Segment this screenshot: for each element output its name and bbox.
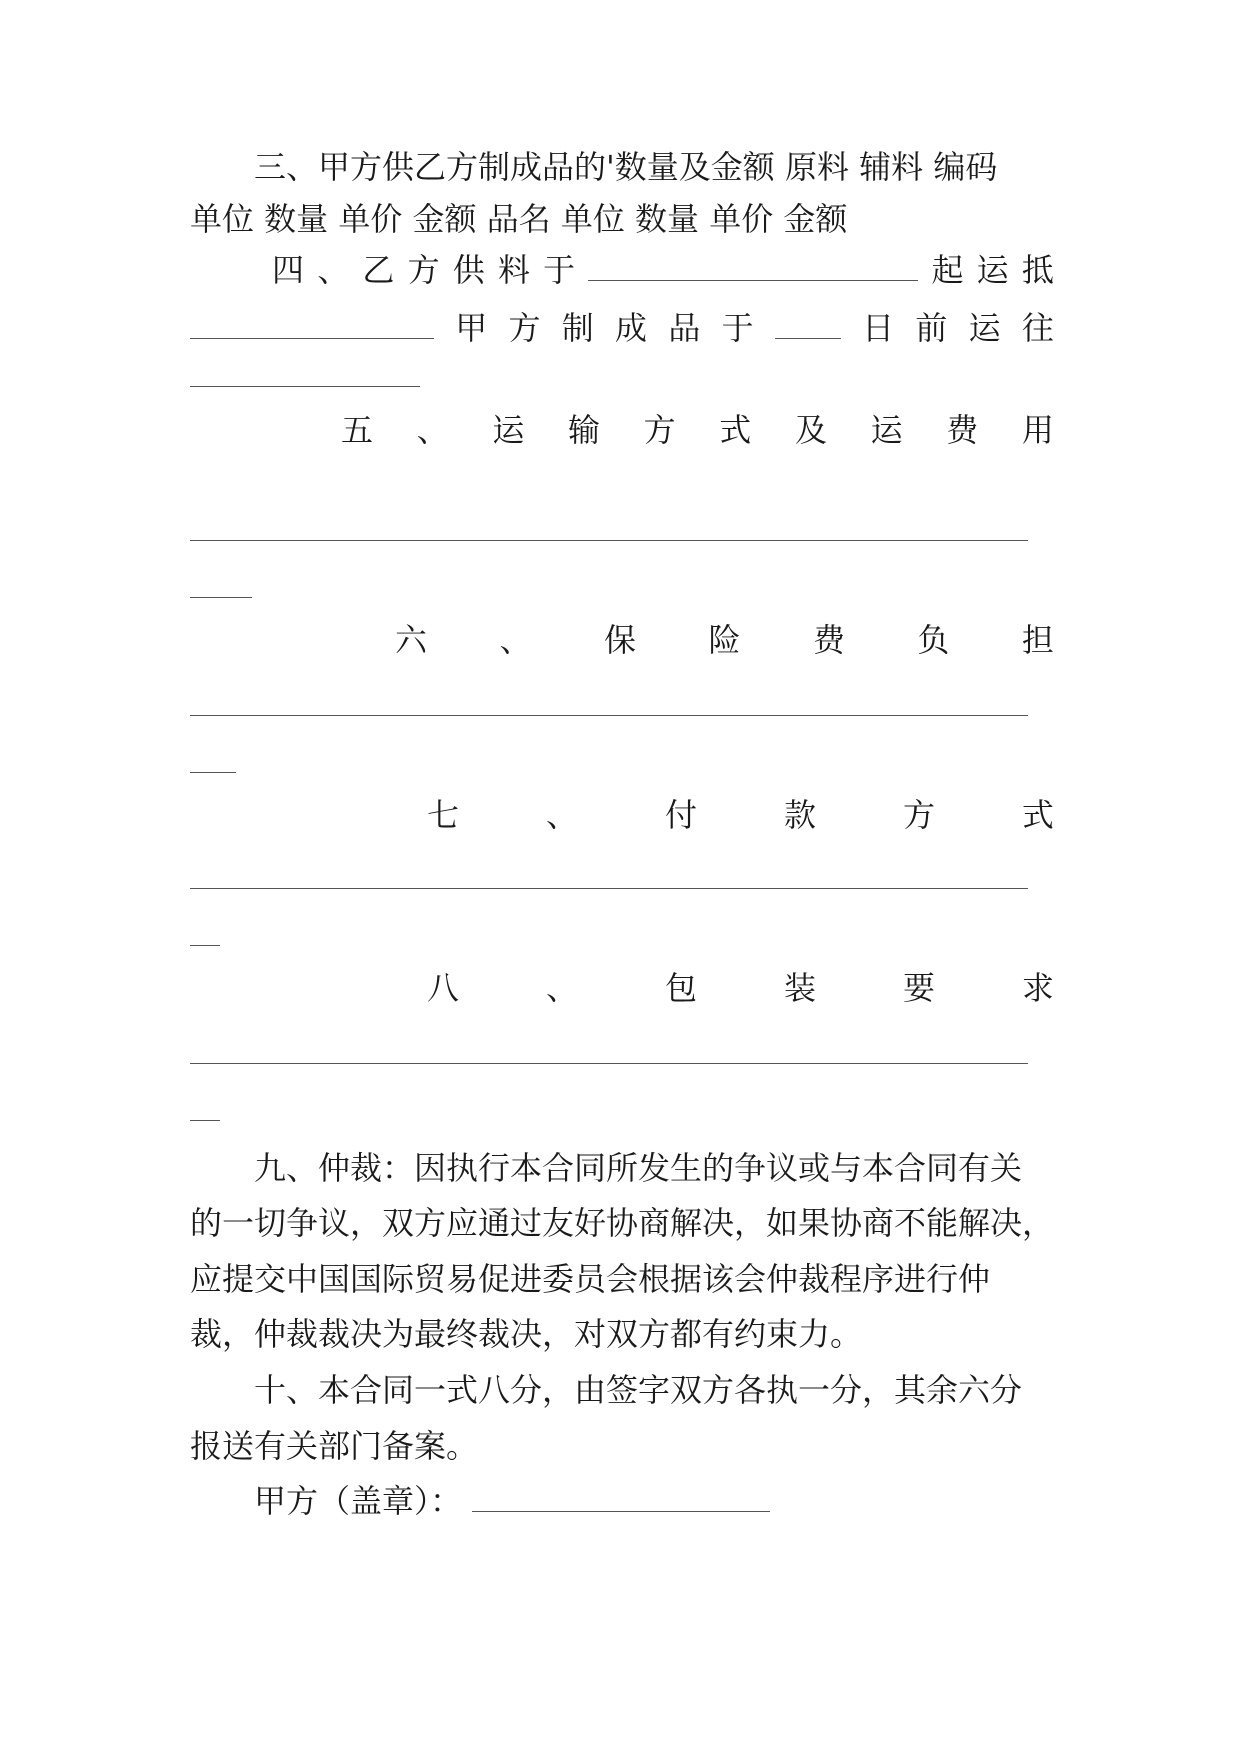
clause-8-char: 、 bbox=[545, 969, 578, 1007]
clause-5-char: 及 bbox=[794, 411, 827, 449]
transport-blank-line-1[interactable] bbox=[190, 540, 1028, 541]
clause-8-char: 要 bbox=[902, 969, 935, 1007]
clause-5-char: 用 bbox=[1021, 411, 1054, 449]
clause-6-char: 六 bbox=[395, 621, 428, 659]
clause-8-char: 装 bbox=[783, 969, 816, 1007]
clause-3-text-1: 三、甲方供乙方制成品的'数量及金额 原料 辅料 编码 bbox=[254, 148, 998, 186]
delivery-date-blank[interactable] bbox=[775, 308, 841, 339]
clause-5-heading bbox=[341, 410, 1054, 450]
clause-4-char: 抵 bbox=[1021, 251, 1054, 289]
clause-4-char: 方 bbox=[508, 309, 541, 347]
packing-blank-line-2[interactable] bbox=[190, 1120, 220, 1121]
clause-4-char: 四 bbox=[272, 251, 305, 289]
clause-5-char: 费 bbox=[946, 411, 979, 449]
clause-7-char: 式 bbox=[1021, 796, 1054, 834]
clause-6-char: 险 bbox=[708, 621, 741, 659]
clause-5-char: 方 bbox=[643, 411, 676, 449]
payment-blank-line-1[interactable] bbox=[190, 888, 1028, 889]
clause-5-char: 运 bbox=[870, 411, 903, 449]
clause-4-char: 料 bbox=[497, 251, 530, 289]
clause-6-char: 保 bbox=[603, 621, 636, 659]
clause-3-text-2: 单位 数量 单价 金额 品名 单位 数量 单价 金额 bbox=[190, 200, 848, 238]
clause-4-char: 于 bbox=[721, 309, 754, 347]
clause-5-char: 式 bbox=[719, 411, 752, 449]
clause-4-char: 供 bbox=[452, 251, 485, 289]
clause-4-char: 制 bbox=[561, 309, 594, 347]
clause-4-char: 运 bbox=[976, 251, 1009, 289]
clause-4-char: 品 bbox=[668, 309, 701, 347]
clause-3-line-1 bbox=[190, 147, 1054, 187]
destination-blank[interactable] bbox=[190, 308, 434, 339]
clause-9-text-2: 的一切争议，双方应通过友好协商解决，如果协商不能解决， bbox=[190, 1204, 1055, 1242]
supply-date-blank[interactable] bbox=[588, 250, 918, 281]
clause-9-line-2 bbox=[190, 1203, 1054, 1243]
clause-5-char: 、 bbox=[416, 411, 449, 449]
clause-6-char: 费 bbox=[812, 621, 845, 659]
clause-9-line-4 bbox=[190, 1314, 1054, 1354]
clause-4-char: 乙 bbox=[362, 251, 395, 289]
clause-7-char: 方 bbox=[902, 796, 935, 834]
party-a-signature-line bbox=[190, 1481, 1054, 1521]
clause-7-char: 七 bbox=[427, 796, 460, 834]
clause-4-char: 甲 bbox=[455, 309, 488, 347]
clause-3-line-2 bbox=[190, 199, 1054, 239]
insurance-blank-line-2[interactable] bbox=[190, 772, 236, 773]
clause-4-char: 日 bbox=[862, 309, 895, 347]
clause-9-line-3 bbox=[190, 1259, 1054, 1299]
clause-4-char: 方 bbox=[407, 251, 440, 289]
clause-7-heading bbox=[427, 795, 1054, 835]
clause-4-char: 成 bbox=[615, 309, 648, 347]
packing-blank-line-1[interactable] bbox=[190, 1063, 1028, 1064]
clause-9-line-1 bbox=[190, 1148, 1054, 1188]
clause-4-char: 起 bbox=[931, 251, 964, 289]
clause-4-line-2 bbox=[190, 308, 1054, 348]
clause-8-char: 包 bbox=[664, 969, 697, 1007]
ship-to-blank[interactable] bbox=[190, 386, 420, 387]
clause-8-char: 求 bbox=[1021, 969, 1054, 1007]
clause-9-text-1: 九、仲裁：因执行本合同所发生的争议或与本合同有关 bbox=[254, 1149, 1023, 1187]
clause-10-text-1: 十、本合同一式八分，由签字双方各执一分，其余六分 bbox=[254, 1371, 1023, 1409]
clause-5-char: 五 bbox=[341, 411, 374, 449]
insurance-blank-line-1[interactable] bbox=[190, 715, 1028, 716]
clause-8-char: 八 bbox=[427, 969, 460, 1007]
clause-7-char: 付 bbox=[664, 796, 697, 834]
clause-10-line-2 bbox=[190, 1426, 1054, 1466]
clause-4-char: 前 bbox=[915, 309, 948, 347]
transport-blank-line-2[interactable] bbox=[190, 597, 252, 598]
clause-7-char: 、 bbox=[545, 796, 578, 834]
payment-blank-line-2[interactable] bbox=[190, 945, 220, 946]
clause-5-char: 运 bbox=[492, 411, 525, 449]
clause-7-char: 款 bbox=[783, 796, 816, 834]
clause-6-char: 负 bbox=[917, 621, 950, 659]
clause-4-char: 运 bbox=[968, 309, 1001, 347]
clause-6-heading bbox=[395, 620, 1054, 660]
clause-4-line-1 bbox=[272, 250, 1054, 290]
clause-9-text-3: 应提交中国国际贸易促进委员会根据该会仲裁程序进行仲 bbox=[190, 1260, 991, 1298]
clause-6-char: 、 bbox=[499, 621, 532, 659]
clause-10-text-2: 报送有关部门备案。 bbox=[190, 1427, 479, 1465]
clause-4-char: 往 bbox=[1021, 309, 1054, 347]
clause-9-text-4: 裁，仲裁裁决为最终裁决，对双方都有约束力。 bbox=[190, 1315, 863, 1353]
clause-4-char: 、 bbox=[317, 251, 350, 289]
clause-8-heading bbox=[427, 968, 1054, 1008]
party-a-seal-blank[interactable] bbox=[472, 1481, 770, 1512]
clause-10-line-1 bbox=[190, 1370, 1054, 1410]
clause-6-char: 担 bbox=[1021, 621, 1054, 659]
clause-5-char: 输 bbox=[567, 411, 600, 449]
party-a-label: 甲方（盖章）： bbox=[254, 1482, 463, 1520]
clause-4-char: 于 bbox=[543, 251, 576, 289]
